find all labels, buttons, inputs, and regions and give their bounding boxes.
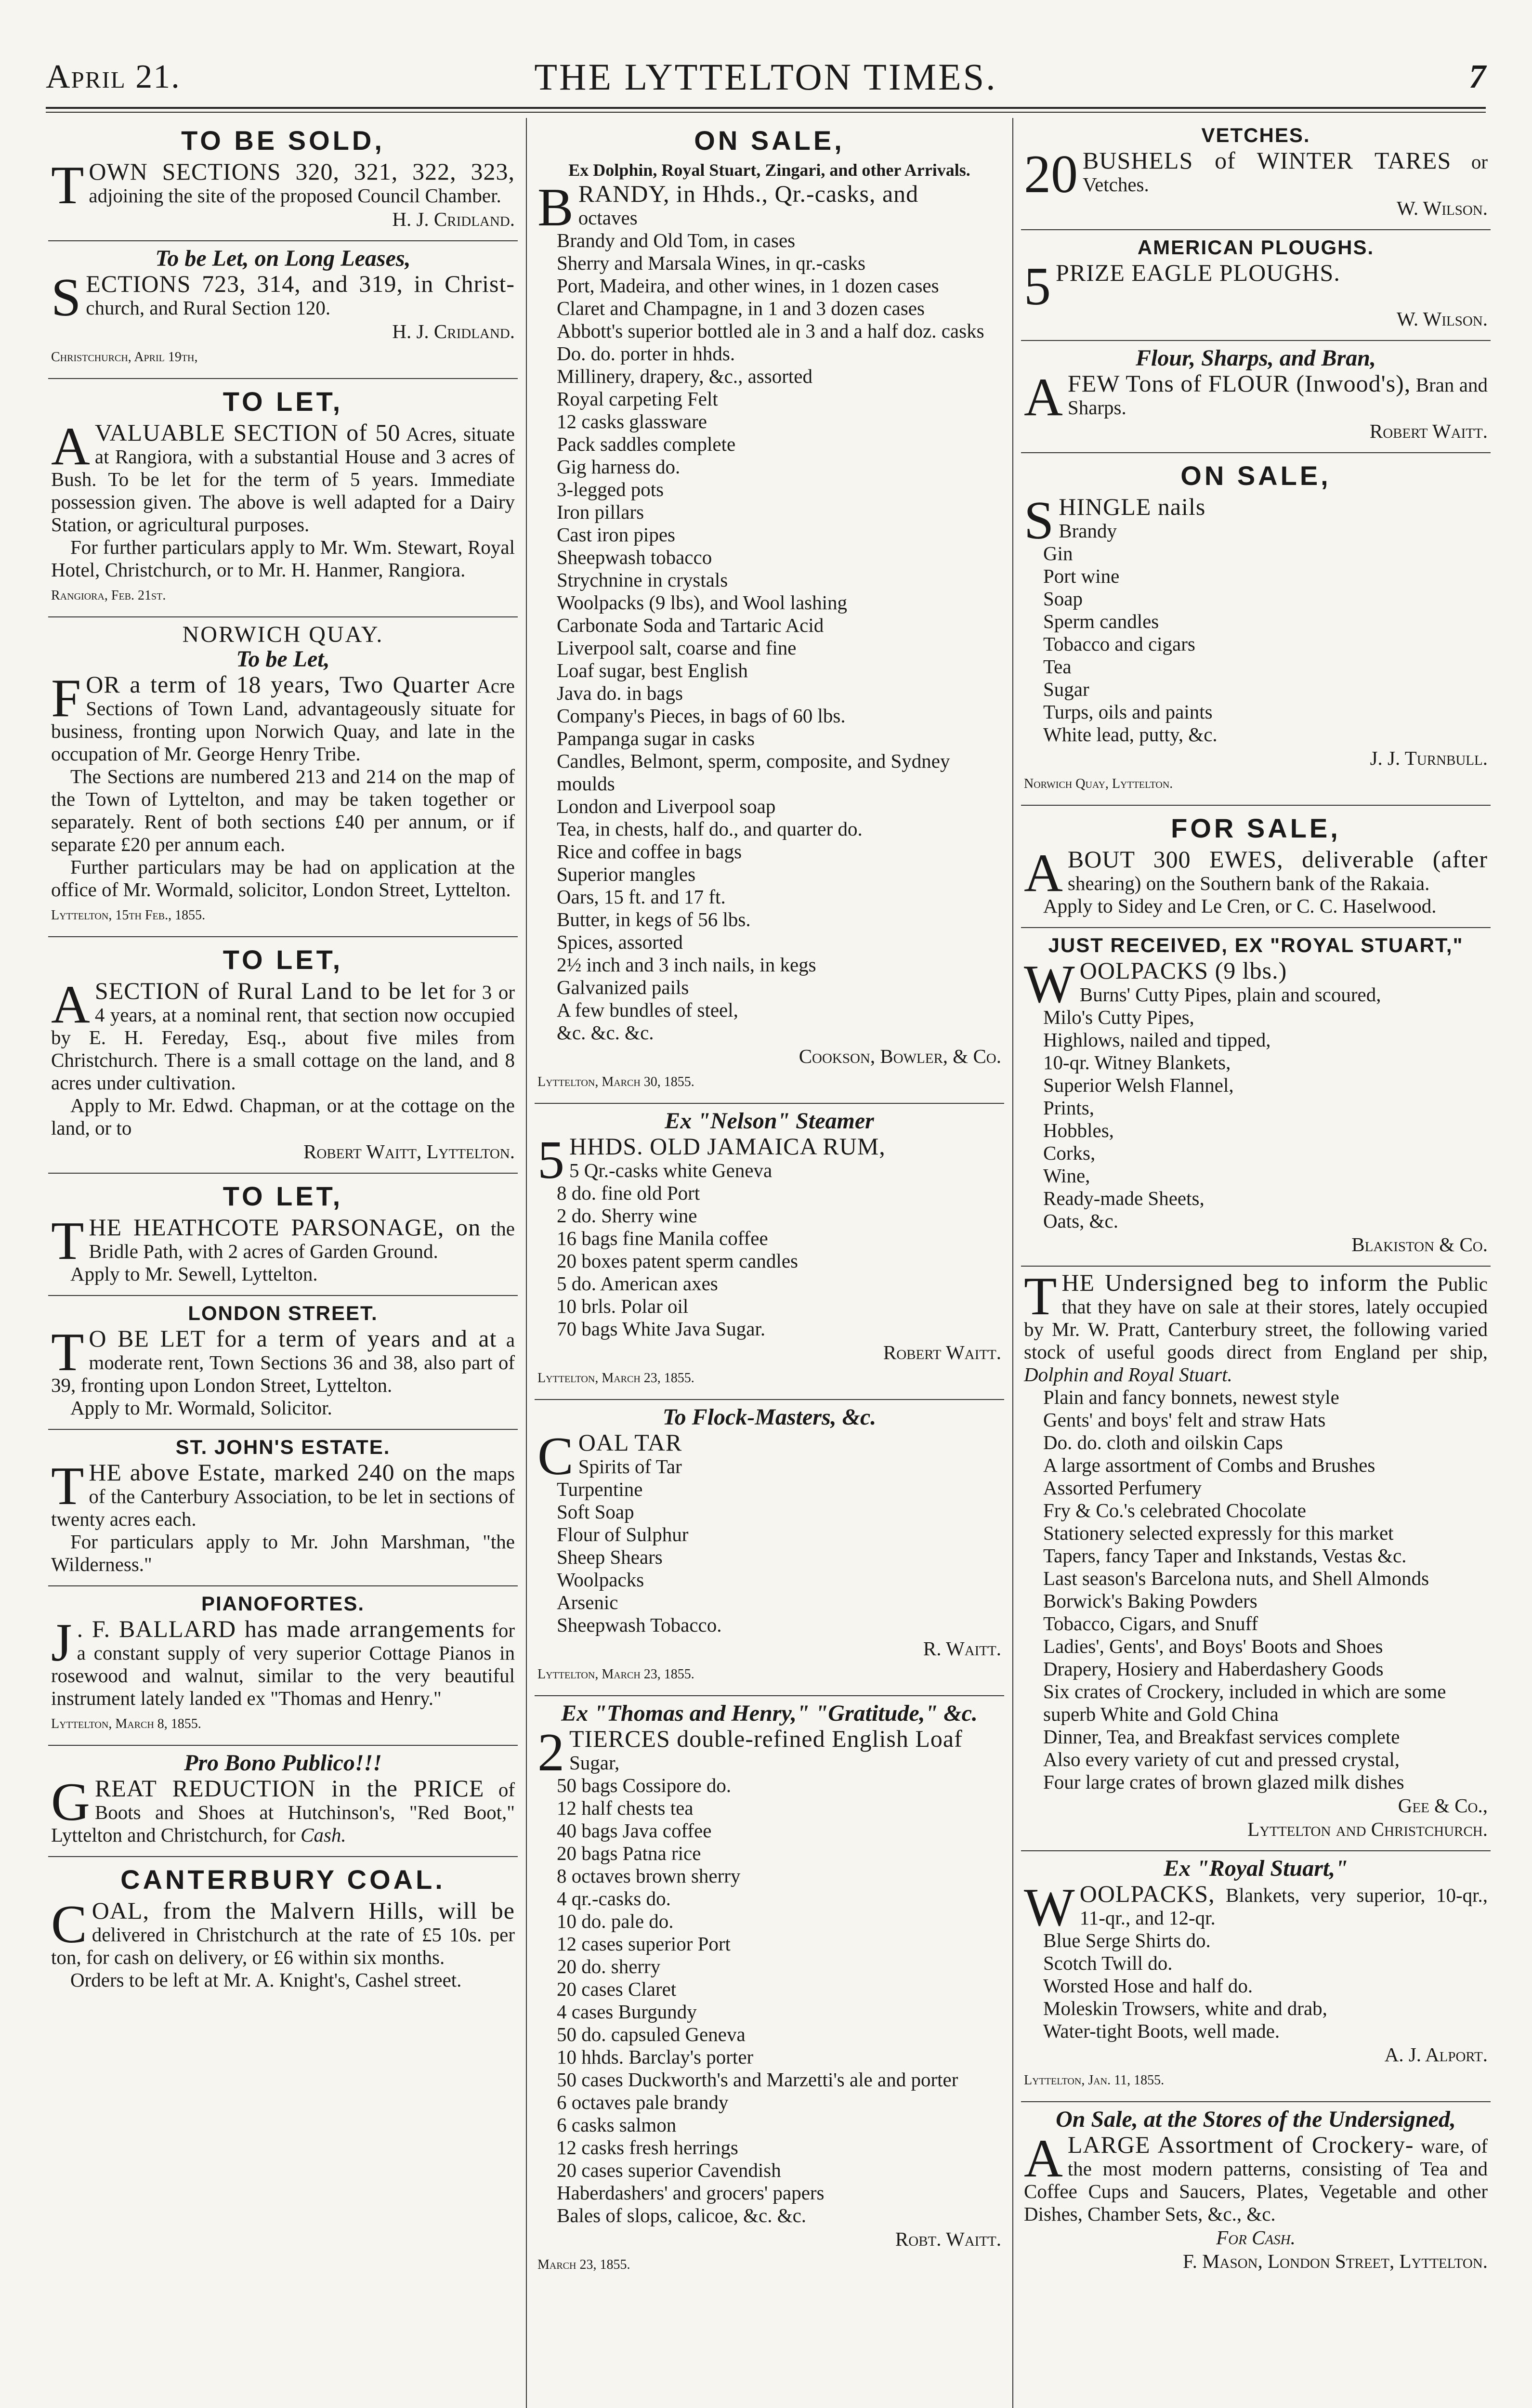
list-item: London and Liverpool soap [557, 795, 776, 817]
list-item: 4 qr.-casks do. [557, 1887, 671, 1910]
ad-signature: R. Waitt. [923, 1637, 1001, 1660]
ad-rangiora-section: TO LET, AVALUABLE SECTION of 50 Acres, situate at Rangiora, with a substantial House and 3 acres of Bush. To be let for the term of 5 years. Immediate possession given. The above is well adapted for a Dairy Station, or agricultural purposes. For further particulars apply to Mr. Wm. Stewart, Royal Hotel, Christchurch, or to Mr. H. Hanmer, Rangiora. Rangiora, Feb. 21st. [48, 378, 518, 616]
list-item: Sugar, [569, 1752, 620, 1774]
ad-signature: Cookson, Bowler, & Co. [799, 1045, 1001, 1067]
ad-heading: ST. JOHN'S ESTATE. [175, 1436, 391, 1458]
ad-dateline: Lyttelton, March 30, 1855. [537, 1074, 694, 1089]
drop-cap: T [51, 156, 84, 215]
list-item: 3-legged pots [557, 478, 664, 500]
list-item: Bales of slops, calicoe, &c. &c. [557, 2204, 807, 2226]
ad-signature: Robert Waitt. [1369, 420, 1488, 442]
list-item: 12 cases superior Port [557, 1933, 731, 1955]
list-item: Superior mangles [557, 863, 696, 885]
list-item: Ready-made Sheets, [1043, 1187, 1205, 1209]
list-item: White lead, putty, &c. [1043, 723, 1218, 746]
list-item: 6 octaves pale brandy [557, 2091, 729, 2113]
list-item: 50 bags Cossipore do. [557, 1774, 732, 1796]
list-item: Moleskin Trowsers, white and drab, [1043, 1997, 1327, 2019]
list-item: Plain and fancy bonnets, newest style [1043, 1386, 1339, 1408]
ad-signature: W. Wilson. [1396, 308, 1488, 330]
ad-heading: To Flock-Masters, &c. [662, 1404, 877, 1430]
list-item: A large assortment of Combs and Brushes [1043, 1454, 1375, 1476]
ad-dateline: Lyttelton, 15th Feb., 1855. [51, 908, 206, 923]
list-item: Port wine [1043, 565, 1120, 587]
list-item: Port, Madeira, and other wines, in 1 dozen cases [557, 275, 939, 297]
list-item: 70 bags White Java Sugar. [557, 1318, 766, 1340]
ad-pro-bono-publico: Pro Bono Publico!!! GREAT REDUCTION in the PRICE of Boots and Shoes at Hutchinson's, "Red Boot," Lyttelton and Christchurch, for Cash. [48, 1745, 518, 1856]
drop-cap: 20 [1024, 144, 1078, 204]
list-item: A few bundles of steel, [557, 999, 738, 1021]
list-item: Milo's Cutty Pipes, [1043, 1006, 1194, 1028]
drop-cap: A [1024, 367, 1063, 427]
list-item: Stationery selected expressly for this market [1043, 1522, 1394, 1544]
list-item: Abbott's superior bottled ale in 3 and a half doz. casks [557, 320, 984, 342]
goods-list [1024, 983, 1488, 1232]
list-item: Java do. in bags [557, 682, 683, 704]
ad-heading: ON SALE, [1180, 460, 1331, 491]
ad-gee-and-co: THE Undersigned beg to inform the Public that they have on sale at their stores, lately occupied by Mr. W. Pratt, Canterbury street, the following varied stock of useful goods direct from England per ship, Dolphin and Royal Stuart. Plain and fancy bonnets, newest style Gents' and boys' felt and straw Hats Do. do. cloth and oilskin Caps A large assortment of Combs and Brushes Assorted Perfumery Fry & Co.'s celebrated Chocolate Stationery selected expressly for this market Tapers, fancy Taper and Inkstands, Vestas &c. Last season's Barcelona nuts, and Shell Almonds Borwick's Baking Powders Tobacco, Cigars, and Snuff Ladies', Gents', and Boys' Boots and Shoes Drapery, Hosiery and Haberdashery Goods Six crates of Crockery, included in which are some superb White and Gold China Dinner, Tea, and Breakfast services complete Also every variety of cut and pressed crystal, Four large crates of brown glazed milk dishes Gee & Co., Lyttelton and Christchurch. [1021, 1266, 1491, 1850]
list-item: Blue Serge Shirts do. [1043, 1929, 1211, 1951]
list-item: Pack saddles complete [557, 433, 736, 455]
list-item: Galvanized pails [557, 976, 689, 998]
masthead-rule-thin [46, 112, 1486, 113]
ad-subheading: Ex Dolphin, Royal Stuart, Zingari, and other Arrivals. [568, 160, 970, 180]
ad-london-street: LONDON STREET. T O BE LET for a term of years and at a moderate rent, Town Sections 36 and 38, also part of 39, fronting upon London Street, Lyttelton. Apply to Mr. Wormald, Solicitor. [48, 1295, 518, 1429]
ad-thomas-and-henry: Ex "Thomas and Henry," "Gratitude," &c. 2 TIERCES double-refined English Loaf Sugar, 50 bags Cossipore do. 12 half chests tea 40 bags Java coffee 20 bags Patna rice 8 octaves brown sherry 4 qr.-casks do. 10 do. pale do. 12 cases superior Port 20 do. sherry 20 cases Claret 4 cases Burgundy 50 do. capsuled Geneva 10 hhds. Barclay's porter 50 cases Duckworth's and Marzetti's ale and porter 6 octaves pale brandy 6 casks salmon 12 casks fresh herrings 20 cases superior Cavendish Haberdashers' and grocers' papers Bales of slops, calicoe, &c. &c. Robt. Waitt. March 23, 1855. [535, 1695, 1004, 2286]
list-item: Company's Pieces, in bags of 60 lbs. [557, 705, 846, 727]
list-item: 6 casks salmon [557, 2114, 677, 2136]
drop-cap: T [51, 1322, 84, 1382]
list-item: Soap [1043, 588, 1083, 610]
list-item: Gents' and boys' felt and straw Hats [1043, 1409, 1326, 1431]
drop-cap: W [1024, 955, 1075, 1014]
ad-signature-place: Lyttelton and Christchurch. [1247, 1818, 1488, 1840]
ad-heading: TO LET, [223, 386, 343, 417]
ad-signature: W. Wilson. [1396, 197, 1488, 219]
ad-dateline: Christchurch, April 19th, [51, 350, 198, 365]
column-3 [1021, 118, 1491, 2408]
ad-heading: On Sale, at the Stores of the Undersigned, [1056, 2107, 1456, 2132]
ad-heading: CANTERBURY COAL. [120, 1864, 445, 1895]
list-item: 8 octaves brown sherry [557, 1865, 741, 1887]
goods-list [537, 1159, 1001, 1340]
list-item: Sheepwash tobacco [557, 546, 712, 568]
list-item: Corks, [1043, 1142, 1096, 1164]
drop-cap: 2 [537, 1723, 564, 1782]
drop-cap: T [1024, 1267, 1057, 1326]
list-item: Royal carpeting Felt [557, 388, 718, 410]
list-item: 12 half chests tea [557, 1797, 694, 1819]
list-item: Spices, assorted [557, 931, 683, 953]
list-item: Claret and Champagne, in 1 and 3 dozen cases [557, 297, 925, 319]
list-item: Sugar [1043, 678, 1089, 700]
list-item: Brandy [1059, 520, 1117, 542]
ad-heading: JUST RECEIVED, EX "ROYAL STUART," [1048, 934, 1464, 956]
ad-canterbury-coal: CANTERBURY COAL. COAL, from the Malvern Hills, will be delivered in Christchurch at the rate of £5 10s. per ton, for cash on delivery, or £6 within six months. Orders to be left at Mr. A. Knight's, Cashel street. [48, 1856, 518, 2001]
ad-signature: Robt. Waitt. [895, 2228, 1001, 2250]
ad-dateline: Norwich Quay, Lyttelton. [1024, 776, 1173, 791]
goods-list [537, 1752, 1001, 2227]
list-item: Burns' Cutty Pipes, plain and scoured, [1079, 983, 1381, 1006]
list-item: Woolpacks [557, 1569, 644, 1591]
issue-date: April 21. [46, 58, 181, 95]
ad-dateline: Lyttelton, March 8, 1855. [51, 1716, 201, 1731]
ad-for-sale-ewes: FOR SALE, ABOUT 300 EWES, deliverable (after shearing) on the Southern bank of the Rakaia. Apply to Sidey and Le Cren, or C. C. Haselwood. [1021, 805, 1491, 927]
goods-list [1024, 1929, 1488, 2042]
ad-heading: Ex "Royal Stuart," [1164, 1856, 1348, 1881]
page-number: 7 [1469, 58, 1486, 95]
ad-vetches: VETCHES. 20 BUSHELS of WINTER TARES or Vetches. W. Wilson. [1024, 124, 1488, 219]
ad-flock-masters: To Flock-Masters, &c. COAL TAR Spirits of Tar Turpentine Soft Soap Flour of Sulphur Sheep Shears Woolpacks Arsenic Sheepwash Tobacco. R. Waitt. Lyttelton, March 23, 1855. [535, 1399, 1004, 1695]
list-item: Soft Soap [557, 1501, 634, 1523]
list-item: Sperm candles [1043, 610, 1159, 632]
list-item: 20 cases superior Cavendish [557, 2159, 781, 2181]
ad-heading: ON SALE, [694, 125, 845, 156]
list-item: Pampanga sugar in casks [557, 727, 755, 749]
list-item: Also every variety of cut and pressed crystal, [1043, 1748, 1400, 1770]
newspaper-title: THE LYTTELTON TIMES. [534, 56, 997, 98]
list-item: Prints, [1043, 1097, 1094, 1119]
ad-st-johns-estate: ST. JOHN'S ESTATE. THE above Estate, marked 240 on the maps of the Canterbury Association, to be let in sections of twenty acres each. For particulars apply to Mr. John Marshman, "the Wilderness." [48, 1429, 518, 1585]
list-item: Fry & Co.'s celebrated Chocolate [1043, 1499, 1306, 1521]
list-item: Tapers, fancy Taper and Inkstands, Vestas &c. [1043, 1544, 1407, 1567]
list-item: 10 do. pale do. [557, 1910, 674, 1932]
ad-heading: VETCHES. [1201, 124, 1310, 146]
list-item: Scotch Twill do. [1043, 1952, 1173, 1974]
list-item: Do. do. porter in hhds. [557, 342, 735, 365]
ad-long-leases: To be Let, on Long Leases, SECTIONS 723, 314, and 319, in Christ- church, and Rural Section 120. H. J. Cridland. Christchurch, April 19th, [48, 240, 518, 378]
drop-cap: T [51, 1211, 84, 1271]
list-item: octaves [578, 207, 638, 229]
list-item: Dinner, Tea, and Breakfast services complete [1043, 1726, 1400, 1748]
list-item: Turps, oils and paints [1043, 701, 1213, 723]
list-item: Loaf sugar, best English [557, 659, 748, 681]
list-item: Do. do. cloth and oilskin Caps [1043, 1431, 1283, 1453]
list-item: Liverpool salt, coarse and fine [557, 637, 797, 659]
list-item: Tobacco and cigars [1043, 633, 1195, 655]
list-item: 20 boxes patent sperm candles [557, 1250, 798, 1272]
ad-terms: For Cash. [1216, 2226, 1296, 2249]
list-item: Ladies', Gents', and Boys' Boots and Shoes [1043, 1635, 1383, 1657]
column-1 [48, 118, 518, 2408]
ad-heading: NORWICH QUAY. [182, 622, 384, 647]
list-item: Six crates of Crockery, included in which are some superb White and Gold China [1043, 1680, 1446, 1725]
ad-rural-land: TO LET, ASECTION of Rural Land to be let for 3 or 4 years, at a nominal rent, that section now occupied by E. H. Fereday, Esq., about five miles from Christchurch. There is a small cottage on the land, and 8 acres under cultivation. Apply to Mr. Edwd. Chapman, or at the cottage on the land, or to Robert Waitt, Lyttelton. [48, 936, 518, 1173]
list-item: 50 cases Duckworth's and Marzetti's ale and porter [557, 2068, 958, 2091]
list-item: 50 do. capsuled Geneva [557, 2023, 746, 2045]
drop-cap: B [537, 178, 574, 237]
list-item: 20 bags Patna rice [557, 1842, 701, 1864]
ad-norwich-quay: NORWICH QUAY. To be Let, FOR a term of 18 years, Two Quarter Acre Sections of Town Land, advantageously situate for business, fronting upon Norwich Quay, and late in the occupation of Mr. George Henry Tribe. The Sections are numbered 213 and 214 on the map of the Town of Lyttelton, and may be taken together or separately. Rent of both sections £40 per annum, or if separate £20 per annum each. Further particulars may be had on application at the office of Mr. Wormald, solicitor, London Street, Lyttelton. Lyttelton, 15th Feb., 1855. [48, 616, 518, 936]
goods-list [537, 1455, 1001, 1636]
ad-crockery: On Sale, at the Stores of the Undersigned, ALARGE Assortment of Crockery- ware, of the most modern patterns, consisting of Tea and Coffee Cups and Saucers, Plates, Vegetable and other Dishes, Chamber Sets, &c., &c. For Cash. F. Mason, London Street, Lyttelton. [1021, 2101, 1491, 2282]
column-2 [535, 118, 1004, 2408]
ad-heathcote-parsonage: TO LET, THE HEATHCOTE PARSONAGE, on the Bridle Path, with 2 acres of Garden Ground. Apply to Mr. Sewell, Lyttelton. [48, 1173, 518, 1295]
list-item: 20 cases Claret [557, 1978, 677, 2000]
list-item: Oats, &c. [1043, 1210, 1118, 1232]
ad-heading: LONDON STREET. [188, 1302, 378, 1324]
list-item: Borwick's Baking Powders [1043, 1590, 1257, 1612]
list-item: Millinery, drapery, &c., assorted [557, 365, 812, 387]
list-item: Water-tight Boots, well made. [1043, 2020, 1280, 2042]
drop-cap: C [51, 1895, 87, 1954]
masthead-rule [46, 107, 1486, 109]
ad-heading: AMERICAN PLOUGHS. [1137, 236, 1375, 259]
ad-signature: H. J. Cridland. [392, 208, 515, 230]
ad-american-ploughs: AMERICAN PLOUGHS. 5 PRIZE EAGLE PLOUGHS. W. Wilson. [1021, 229, 1491, 340]
list-item: Tea, in chests, half do., and quarter do. [557, 818, 863, 840]
goods-list [537, 207, 1001, 1044]
ad-signature: Blakiston & Co. [1351, 1233, 1488, 1256]
drop-cap: A [1024, 843, 1063, 903]
ad-dateline: Lyttelton, March 23, 1855. [537, 1667, 694, 1682]
list-item: 12 casks fresh herrings [557, 2136, 738, 2159]
ad-heading: Ex "Thomas and Henry," "Gratitude," &c. [561, 1701, 978, 1726]
drop-cap: 5 [537, 1130, 564, 1190]
list-item: Flour of Sulphur [557, 1523, 689, 1545]
drop-cap: C [537, 1426, 574, 1486]
list-item: 10-qr. Witney Blankets, [1043, 1051, 1231, 1073]
drop-cap: A [1024, 2129, 1063, 2188]
ad-nelson-steamer: Ex "Nelson" Steamer 5 HHDS. OLD JAMAICA RUM, 5 Qr.-casks white Geneva 8 do. fine old Port 2 do. Sherry wine 16 bags fine Manila coffee 20 boxes patent sperm candles 5 do. American axes 10 brls. Polar oil 70 bags White Java Sugar. Robert Waitt. Lyttelton, March 23, 1855. [535, 1103, 1004, 1399]
drop-cap: A [51, 975, 90, 1034]
list-item: Haberdashers' and grocers' papers [557, 2182, 825, 2204]
list-item: 16 bags fine Manila coffee [557, 1227, 768, 1249]
masthead [46, 51, 1486, 106]
ad-dateline: Lyttelton, March 23, 1855. [537, 1371, 694, 1386]
goods-list [1024, 1386, 1488, 1793]
list-item: 8 do. fine old Port [557, 1182, 700, 1204]
ad-flour-sharps-bran: Flour, Sharps, and Bran, AFEW Tons of FLOUR (Inwood's), Bran and Sharps. Robert Waitt. [1021, 340, 1491, 452]
list-item: Sheep Shears [557, 1546, 663, 1568]
ad-signature: Robert Waitt, Lyttelton. [303, 1140, 515, 1163]
drop-cap: F [51, 668, 81, 728]
list-item: Sheepwash Tobacco. [557, 1614, 722, 1636]
list-item: Candles, Belmont, sperm, composite, and Sydney moulds [557, 750, 950, 795]
list-item: 20 do. sherry [557, 1955, 661, 1977]
list-item: Superior Welsh Flannel, [1043, 1074, 1234, 1096]
list-item: Tobacco, Cigars, and Snuff [1043, 1612, 1258, 1635]
ad-signature: J. J. Turnbull. [1370, 747, 1488, 769]
ad-heading: Ex "Nelson" Steamer [665, 1108, 874, 1134]
list-item: Carbonate Soda and Tartaric Acid [557, 614, 824, 636]
drop-cap: S [1024, 491, 1054, 550]
ad-heading: FOR SALE, [1171, 813, 1341, 843]
ad-heading: TO LET, [223, 1181, 343, 1211]
ad-town-sections: TO BE SOLD, TOWN SECTIONS 320, 321, 322, 323, adjoining the site of the proposed Council Chamber. H. J. Cridland. [51, 125, 515, 230]
list-item: Butter, in kegs of 56 lbs. [557, 908, 751, 930]
ad-heading: TO LET, [223, 944, 343, 975]
column-rule [1012, 118, 1013, 2408]
ad-heading: TO BE SOLD, [181, 125, 385, 156]
list-item: Drapery, Hosiery and Haberdashery Goods [1043, 1658, 1384, 1680]
ad-heading: Flour, Sharps, and Bran, [1136, 345, 1376, 371]
list-item: Spirits of Tar [578, 1455, 682, 1478]
list-item: Highlows, nailed and tipped, [1043, 1029, 1271, 1051]
list-item: 2½ inch and 3 inch nails, in kegs [557, 954, 816, 976]
list-item: 5 Qr.-casks white Geneva [569, 1159, 773, 1181]
column-rule [526, 118, 527, 2408]
list-item: Assorted Perfumery [1043, 1477, 1202, 1499]
list-item: 2 do. Sherry wine [557, 1204, 697, 1227]
list-item: 4 cases Burgundy [557, 2001, 697, 2023]
list-item: 10 brls. Polar oil [557, 1295, 689, 1317]
list-item: 10 hhds. Barclay's porter [557, 2046, 754, 2068]
ad-dateline: Lyttelton, Jan. 11, 1855. [1024, 2073, 1165, 2088]
list-item: Gig harness do. [557, 456, 681, 478]
ad-royal-stuart-woolpacks: Ex "Royal Stuart," WOOLPACKS, Blankets, very superior, 10-qr., 11-qr., and 12-qr. Blue Serge Shirts do. Scotch Twill do. Worsted Hose and half do. Moleskin Trowsers, white and drab, Water-tight Boots, well made. A. J. Alport. Lyttelton, Jan. 11, 1855. [1021, 1850, 1491, 2101]
drop-cap: S [51, 268, 81, 327]
list-item: 5 do. American axes [557, 1272, 718, 1295]
list-item: Hobbles, [1043, 1119, 1114, 1141]
ad-heading: To be Let, on Long Leases, [155, 246, 411, 271]
list-item: 12 casks glassware [557, 410, 707, 432]
ad-heading: PIANOFORTES. [201, 1592, 365, 1615]
list-item: 40 bags Java coffee [557, 1819, 712, 1842]
list-item: Strychnine in crystals [557, 569, 728, 591]
list-item: Brandy and Old Tom, in cases [557, 229, 796, 251]
list-item: Wine, [1043, 1165, 1090, 1187]
ad-dateline: March 23, 1855. [537, 2257, 630, 2272]
list-item: Oars, 15 ft. and 17 ft. [557, 886, 726, 908]
ad-on-sale-turnbull: ON SALE, SHINGLE nails Brandy Gin Port wine Soap Sperm candles Tobacco and cigars Tea Sugar Turps, oils and paints White lead, putty, &c. J. J. Turnbull. Norwich Quay, Lyttelton. [1021, 452, 1491, 805]
ad-heading: Pro Bono Publico!!! [184, 1750, 382, 1776]
drop-cap: G [51, 1772, 90, 1832]
ad-signature: F. Mason, London Street, Lyttelton. [1183, 2250, 1488, 2272]
drop-cap: T [51, 1456, 84, 1516]
list-item: Last season's Barcelona nuts, and Shell Almonds [1043, 1567, 1429, 1589]
list-item: Turpentine [557, 1478, 643, 1500]
goods-list [1024, 520, 1488, 746]
ad-dateline: Rangiora, Feb. 21st. [51, 588, 166, 603]
ad-signature: Gee & Co., [1398, 1794, 1488, 1817]
list-item: Arsenic [557, 1591, 618, 1613]
list-item: Tea [1043, 655, 1072, 678]
list-item: Worsted Hose and half do. [1043, 1975, 1253, 1997]
ad-just-received: JUST RECEIVED, EX "ROYAL STUART," WOOLPACKS (9 lbs.) Burns' Cutty Pipes, plain and scoured, Milo's Cutty Pipes, Highlows, nailed and tipped, 10-qr. Witney Blankets, Superior Welsh Flannel, Prints, Hobbles, Corks, Wine, Ready-made Sheets, Oats, &c. Blakiston & Co. [1021, 927, 1491, 1266]
list-item: &c. &c. &c. [557, 1021, 654, 1044]
ad-pianofortes: PIANOFORTES. J . F. BALLARD has made arrangements for a constant supply of very superior Cottage Pianos in rosewood and walnut, similar to the very beautiful instrument lately landed ex "Thomas and Henry." Lyttelton, March 8, 1855. [48, 1585, 518, 1745]
drop-cap: A [51, 417, 90, 476]
drop-cap: 5 [1024, 257, 1051, 316]
list-item: Woolpacks (9 lbs), and Wool lashing [557, 591, 848, 614]
list-item: Rice and coffee in bags [557, 840, 742, 863]
list-item: Four large crates of brown glazed milk dishes [1043, 1771, 1404, 1793]
drop-cap: J [51, 1613, 72, 1673]
drop-cap: W [1024, 1878, 1075, 1937]
ad-subheading: To be Let, [236, 646, 330, 672]
list-item: Sherry and Marsala Wines, in qr.-casks [557, 252, 865, 274]
ad-on-sale-cookson: ON SALE, Ex Dolphin, Royal Stuart, Zingari, and other Arrivals. BRANDY, in Hhds., Qr.-casks, and octaves Brandy and Old Tom, in cases Sherry and Marsala Wines, in qr.-casks Port, Madeira, and other wines, in 1 dozen cases Claret and Champagne, in 1 and 3 dozen cases Abbott's superior bottled ale in 3 and a half doz. casks Do. do. porter in hhds. Millinery, drapery, &c., assorted Royal carpeting Felt 12 casks glassware Pack saddles complete Gig harness do. 3-legged pots Iron pillars Cast iron pipes Sheepwash tobacco Strychnine in crystals Woolpacks (9 lbs), and Wool lashing Carbonate Soda and Tartaric Acid Liverpool salt, coarse and fine Loaf sugar, best English Java do. in bags Company's Pieces, in bags of 60 lbs. Pampanga sugar in casks Candles, Belmont, sperm, composite, and Sydney moulds London and Liverpool soap Tea, in chests, half do., and quarter do. Rice and coffee in bags Superior mangles Oars, 15 ft. and 17 ft. Butter, in kegs of 56 lbs. Spices, assorted 2½ inch and 3 inch nails, in kegs Galvanized pails A few bundles of steel, &c. &c. &c. Cookson, Bowler, & Co. Lyttelton, March 30, 1855. [535, 118, 1004, 1103]
ad-signature: A. J. Alport. [1384, 2043, 1488, 2066]
ad-signature: Robert Waitt. [883, 1341, 1001, 1363]
list-item: Gin [1043, 542, 1073, 564]
ad-signature: H. J. Cridland. [392, 320, 515, 342]
list-item: Cast iron pipes [557, 523, 675, 546]
list-item: Iron pillars [557, 501, 644, 523]
